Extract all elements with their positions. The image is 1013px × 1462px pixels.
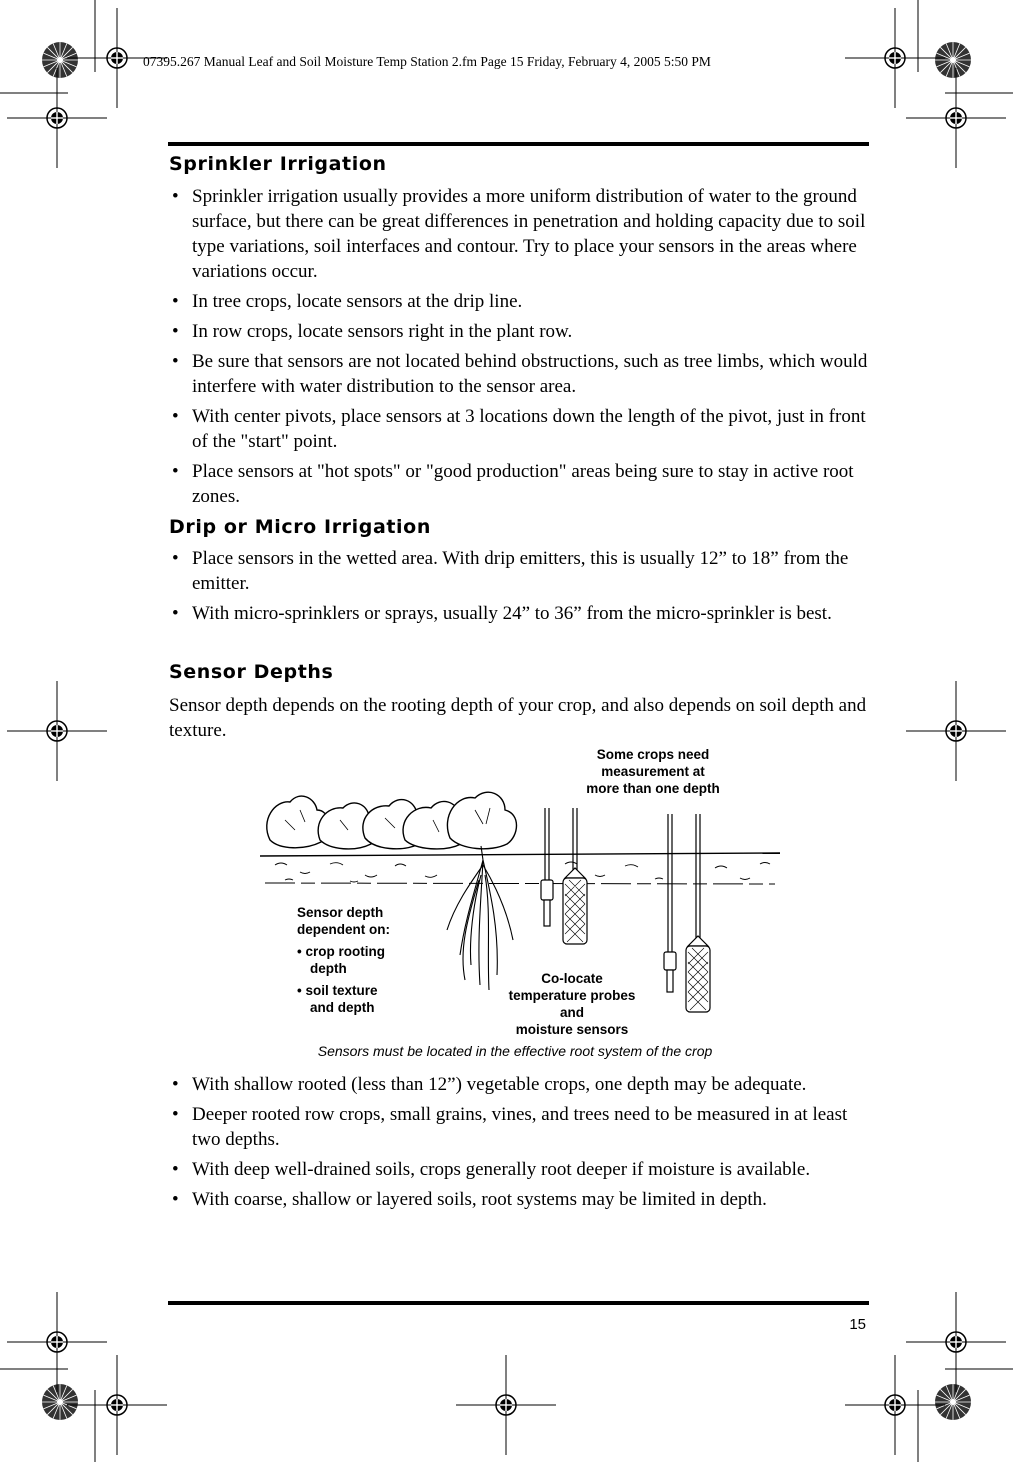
sprinkler-bullet-list [169,184,869,514]
list-item: • With center pivots, place sensors at 3 locations down the length of the pivot, just in front of the "start" point. [169,404,869,454]
figure-caption: Sensors must be located in the effective root system of the crop [317,1043,713,1059]
drip-bullet-list [169,546,869,631]
figure-label-sensor-depth: Sensor depth dependent on: • crop rooting depth • soil texture and depth [297,905,390,1015]
heading-drip-micro-irrigation: Drip or Micro Irrigation [169,516,431,538]
figure-label-multi-depth: Some crops need measurement at more than one depth [586,747,720,796]
sensor-depths-paragraph: Sensor depth depends on the rooting depth of your crop, and also depends on soil depth and texture. [169,695,867,741]
list-item: • With micro-sprinklers or sprays, usually 24” to 36” from the micro-sprinkler is best. [169,601,869,626]
list-item: • Deeper rooted row crops, small grains, vines, and trees need to be measured in at least two depths. [169,1102,869,1152]
list-item: • Place sensors in the wetted area. With drip emitters, this is usually 12” to 18” from the emitter. [169,546,869,596]
list-item: • Sprinkler irrigation usually provides a more uniform distribution of water to the ground surface, but there can be great differences in penetration and holding capacity due to soil type variations, soil interfaces and contour. Try to place your sensors in the areas where variations occur. [169,184,869,284]
heading-sensor-depths: Sensor Depths [169,661,334,683]
file-header-meta: 07395.267 Manual Leaf and Soil Moisture Temp Station 2.fm Page 15 Friday, February 4, 2005 5:50 PM [143,54,711,69]
list-item: • In tree crops, locate sensors at the drip line. [169,289,869,314]
list-item: • In row crops, locate sensors right in the plant row. [169,319,869,344]
top-rule [168,142,869,146]
list-item: • Be sure that sensors are not located behind obstructions, such as tree limbs, which would interfere with water distribution to the sensor area. [169,349,869,399]
list-item: • With deep well-drained soils, crops generally root deeper if moisture is available. [169,1157,869,1182]
list-item: • With shallow rooted (less than 12”) vegetable crops, one depth may be adequate. [169,1072,869,1097]
list-item: • With coarse, shallow or layered soils, root systems may be limited in depth. [169,1187,869,1212]
page-number: 15 [849,1316,866,1333]
sensor-depths-bullet-list [169,1072,869,1217]
bottom-rule [168,1301,869,1305]
figure-label-co-locate: Co-locate temperature probes and moisture sensors [508,971,636,1037]
list-item: • Place sensors at "hot spots" or "good production" areas being sure to stay in active root zones. [169,459,869,509]
heading-sprinkler-irrigation: Sprinkler Irrigation [169,153,387,175]
